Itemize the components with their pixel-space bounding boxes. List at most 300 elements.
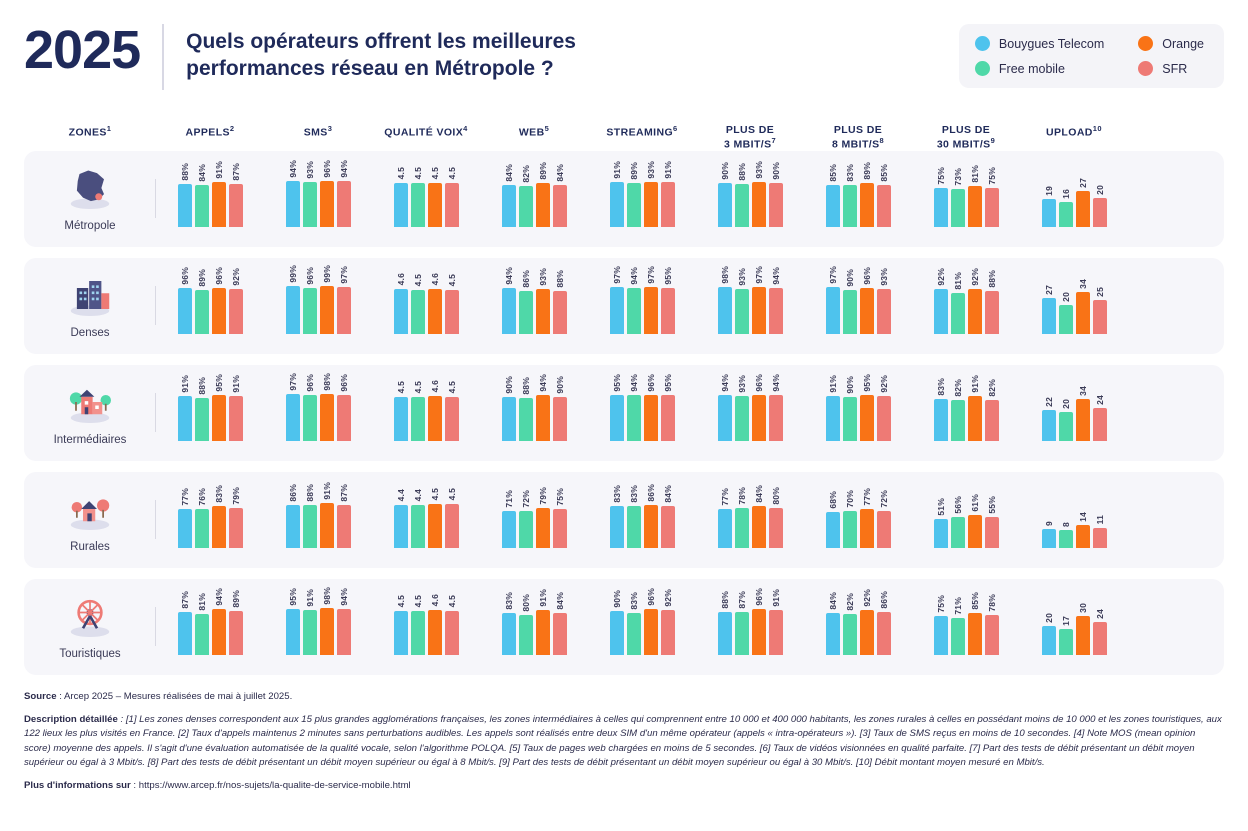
bar-item xyxy=(877,490,891,548)
metric-cell xyxy=(696,151,804,247)
bar-item xyxy=(951,496,965,548)
bar-item xyxy=(286,373,300,441)
bar xyxy=(843,511,857,548)
bar-item xyxy=(536,589,550,655)
metric-cell xyxy=(588,258,696,354)
bar-value-label: 72% xyxy=(520,489,531,508)
bar-value-label: 88% xyxy=(986,269,997,288)
bar-item xyxy=(826,592,840,655)
zone-cell xyxy=(24,272,156,339)
bar-item xyxy=(303,374,317,441)
bar-item xyxy=(951,272,965,334)
bar-item xyxy=(735,375,749,441)
bar xyxy=(968,515,982,548)
description-text: : [1] Les zones denses correspondent aux 15 plus grandes agglomérations françaises, les zones intermédiaires à celles qui comprennent entre 10 000 et 400 000 habitants, les zones rurales à celles en possédant moins de 10 000 et les zones touristiques, aux 122 lieux les plus visités en France. [2] Taux d'appels maintenus 2 minutes sans perturbations audibles. Les appels sont réalisés entre deux SIM d'un même opérateur (appels « intra-opérateurs »). [3] Taux de SMS reçus en moins de 10 secondes. [4] Note MOS (mean opinion score) moyenne des appels. Il s'agit d'une évaluation automatisée de la qualité vocale, selon l'algorithme POLQA. [5] Taux de pages web chargées en moins de 5 secondes. [6] Taux de vidéos visionnées en qualité parfaite. [7] Part des tests de débit présentant un débit moyen supérieur ou égal à 3 Mbit/s. [8] Part des tests de débit présentant un débit moyen supérieur ou égal à 8 Mbit/s. [9] Part des tests de débit présentant un débit moyen supérieur ou égal à 30 Mbit/s. [10] Débit montant moyen mesuré en Mbit/s. xyxy=(24,713,1222,769)
bar-value-label: 80% xyxy=(770,486,781,505)
bar-value-label: 83% xyxy=(628,484,639,503)
bar-value-label: 34 xyxy=(1077,278,1088,289)
bar-item xyxy=(553,488,567,548)
bar xyxy=(320,394,334,441)
bar xyxy=(752,182,766,227)
zone-label: Denses xyxy=(70,327,110,339)
bar-group xyxy=(912,592,1020,655)
bar xyxy=(394,289,408,334)
bar-group xyxy=(696,374,804,441)
bar-item xyxy=(752,266,766,334)
bar-value-label: 95% xyxy=(861,373,872,392)
bar xyxy=(627,183,641,227)
bar-item xyxy=(337,374,351,441)
bar-value-label: 22 xyxy=(1043,396,1054,407)
metric-cell xyxy=(588,472,696,568)
bar xyxy=(843,185,857,227)
bar-value-label: 93% xyxy=(537,267,548,286)
bar xyxy=(519,398,533,441)
bar-value-label: 76% xyxy=(196,487,207,506)
bar-value-label: 77% xyxy=(179,487,190,506)
bar xyxy=(229,396,243,441)
bar-item xyxy=(195,488,209,548)
bar-value-label: 14 xyxy=(1077,511,1088,522)
bar-item xyxy=(1042,521,1056,548)
metric-cell xyxy=(804,579,912,675)
bar-value-label: 96% xyxy=(861,266,872,285)
bar xyxy=(428,396,442,441)
bar-value-label: 82% xyxy=(986,378,997,397)
bar-item xyxy=(337,484,351,548)
bar-item xyxy=(968,268,982,334)
bar xyxy=(951,618,965,655)
bar-item xyxy=(826,266,840,334)
bar-value-label: 19 xyxy=(1043,185,1054,196)
bar-item xyxy=(951,597,965,655)
bar-item xyxy=(752,374,766,441)
bar xyxy=(951,400,965,441)
bar-value-label: 4.5 xyxy=(395,167,406,180)
column-headers xyxy=(0,118,1248,151)
bar-group xyxy=(156,267,264,334)
zone-label: Métropole xyxy=(64,220,116,232)
bar xyxy=(1042,199,1056,227)
footnote-marker: 7 xyxy=(771,136,777,145)
town-houses-icon xyxy=(62,379,118,430)
bar-item xyxy=(428,167,442,226)
bar xyxy=(502,613,516,655)
bar-value-label: 4.6 xyxy=(395,273,406,286)
column-header-zones: ZONES$^1$ xyxy=(68,124,112,139)
bar-value-label: 80% xyxy=(520,593,531,612)
bar-item xyxy=(1076,386,1090,441)
bar-item xyxy=(320,482,334,548)
bar xyxy=(411,611,425,655)
bar-value-label: 94% xyxy=(628,373,639,392)
bar-group xyxy=(912,165,1020,227)
city-buildings-icon xyxy=(62,272,118,323)
bar-item xyxy=(877,375,891,441)
bar-item xyxy=(1059,616,1073,655)
bar-value-label: 91% xyxy=(537,588,548,607)
metric-cell xyxy=(480,365,588,461)
bar-item xyxy=(411,167,425,226)
bar-value-label: 94% xyxy=(770,266,781,285)
bar-item xyxy=(661,161,675,227)
bar xyxy=(320,286,334,334)
bar-item xyxy=(445,167,459,226)
bar xyxy=(627,395,641,441)
bar xyxy=(735,184,749,227)
metric-cell xyxy=(588,151,696,247)
bar xyxy=(1093,198,1107,227)
bar-item xyxy=(877,164,891,227)
metric-cell xyxy=(696,472,804,568)
bar-value-label: 91% xyxy=(611,160,622,179)
bar-value-label: 91% xyxy=(662,160,673,179)
bar xyxy=(661,182,675,227)
bar-item xyxy=(860,589,874,655)
bar-item xyxy=(752,588,766,655)
bar-group xyxy=(480,374,588,441)
bar-value-label: 70% xyxy=(844,489,855,508)
bar-value-label: 27 xyxy=(1077,177,1088,188)
bar xyxy=(428,610,442,655)
bar-value-label: 20 xyxy=(1043,612,1054,623)
metric-cell xyxy=(156,579,264,675)
bar-item xyxy=(968,165,982,227)
bar-value-label: 84% xyxy=(662,484,673,503)
chart-rows xyxy=(0,151,1248,675)
bar-value-label: 89% xyxy=(196,268,207,287)
footnote-marker: 8 xyxy=(879,136,885,145)
legend-color-dot-icon xyxy=(975,36,990,51)
bar-item xyxy=(428,488,442,547)
bar-value-label: 91% xyxy=(213,160,224,179)
bar-value-label: 89% xyxy=(628,161,639,180)
metric-cell xyxy=(588,579,696,675)
bar-value-label: 71% xyxy=(503,489,514,508)
metric-cell xyxy=(372,365,480,461)
bar-value-label: 4.4 xyxy=(395,489,406,502)
column-header-metric-5: STREAMING$^6$ xyxy=(606,124,678,139)
bar-item xyxy=(860,374,874,441)
bar-item xyxy=(1076,279,1090,334)
footnote-marker: 5 xyxy=(544,124,550,133)
bar xyxy=(502,288,516,334)
bar-item xyxy=(195,593,209,655)
bar xyxy=(337,505,351,548)
bar xyxy=(178,288,192,334)
bar-item xyxy=(627,374,641,441)
bar xyxy=(502,511,516,548)
bar xyxy=(178,612,192,655)
bar-value-label: 71% xyxy=(952,596,963,615)
bar-item xyxy=(394,167,408,226)
bar-value-label: 97% xyxy=(611,265,622,284)
bar-item xyxy=(985,270,999,334)
bar-item xyxy=(769,162,783,227)
france-map-icon xyxy=(62,165,118,216)
bar-item xyxy=(337,266,351,334)
zone-label: Touristiques xyxy=(59,648,121,660)
bar-group xyxy=(480,589,588,655)
bar-item xyxy=(212,374,226,441)
metric-cell xyxy=(156,472,264,568)
bar-value-label: 89% xyxy=(230,589,241,608)
bar-item xyxy=(229,375,243,441)
bar-value-label: 68% xyxy=(827,490,838,509)
bar-value-label: 75% xyxy=(935,166,946,185)
bar-item xyxy=(519,594,533,655)
bar xyxy=(951,189,965,227)
bar-value-label: 92% xyxy=(861,588,872,607)
bar xyxy=(769,610,783,655)
bar xyxy=(286,505,300,548)
legend-color-dot-icon xyxy=(975,61,990,76)
bar-item xyxy=(951,379,965,441)
bar-value-label: 96% xyxy=(304,373,315,392)
bar-group xyxy=(156,374,264,441)
bar-item xyxy=(428,380,442,440)
bar-value-label: 4.5 xyxy=(429,488,440,501)
legend-label: Orange xyxy=(1162,36,1204,51)
bar-value-label: 91% xyxy=(321,481,332,500)
bar-item xyxy=(610,485,624,548)
bar-value-label: 84% xyxy=(827,591,838,610)
bar-value-label: 17 xyxy=(1060,615,1071,626)
bar-item xyxy=(718,591,732,655)
bar-item xyxy=(411,489,425,547)
bar xyxy=(752,287,766,334)
bar xyxy=(627,288,641,334)
bar-item xyxy=(826,164,840,227)
metric-cell xyxy=(264,579,372,675)
bar xyxy=(195,509,209,548)
bar-value-label: 91% xyxy=(827,374,838,393)
bar-value-label: 93% xyxy=(645,160,656,179)
bar-group xyxy=(912,268,1020,334)
bar-value-label: 97% xyxy=(753,265,764,284)
bar-value-label: 88% xyxy=(736,162,747,181)
bar-group xyxy=(156,485,264,548)
bar xyxy=(502,185,516,227)
bar-value-label: 77% xyxy=(719,487,730,506)
bar-value-label: 75% xyxy=(554,487,565,506)
metric-cell xyxy=(372,579,480,675)
metric-cell xyxy=(1020,579,1128,675)
bar-item xyxy=(553,592,567,655)
bar xyxy=(826,512,840,548)
bar-item xyxy=(502,592,516,655)
bar-value-label: 79% xyxy=(537,486,548,505)
bar-item xyxy=(428,594,442,654)
bar-value-label: 4.6 xyxy=(429,594,440,607)
bar-group xyxy=(480,162,588,227)
bar xyxy=(1093,528,1107,548)
bar-item xyxy=(178,488,192,548)
bar xyxy=(445,504,459,548)
ferris-wheel-icon xyxy=(62,593,118,644)
legend-item xyxy=(975,61,1104,76)
bar-item xyxy=(752,485,766,548)
bar-item xyxy=(519,165,533,227)
bar-value-label: 92% xyxy=(935,267,946,286)
metric-cell xyxy=(1020,472,1128,568)
bar-value-label: 94% xyxy=(213,587,224,606)
bar-group xyxy=(372,380,480,440)
arcep-link[interactable]: https://www.arcep.fr/nos-sujets/la-qualite-de-service-mobile.html xyxy=(138,780,411,792)
metric-cell xyxy=(480,472,588,568)
more-label: Plus d'informations sur xyxy=(24,780,131,792)
bar-item xyxy=(718,374,732,441)
bar-value-label: 4.5 xyxy=(395,381,406,394)
bar-value-label: 88% xyxy=(719,590,730,609)
bar-value-label: 8 xyxy=(1060,521,1071,527)
bar-value-label: 84% xyxy=(554,163,565,182)
source-line xyxy=(24,690,1224,704)
bar-value-label: 72% xyxy=(878,489,889,508)
bar xyxy=(644,395,658,441)
bar-value-label: 94% xyxy=(338,587,349,606)
bar-item xyxy=(394,489,408,547)
bar-value-label: 4.5 xyxy=(446,274,457,287)
bar-value-label: 93% xyxy=(878,267,889,286)
bar xyxy=(303,505,317,548)
bar xyxy=(826,185,840,227)
zone-cell xyxy=(24,486,156,553)
bar xyxy=(1093,408,1107,441)
bar-value-label: 94% xyxy=(628,266,639,285)
bar-item xyxy=(229,268,243,334)
bar-item xyxy=(1059,292,1073,334)
bar-item xyxy=(661,267,675,334)
bar xyxy=(178,396,192,441)
zone-cell xyxy=(24,165,156,232)
bar xyxy=(843,397,857,441)
countryside-icon xyxy=(62,486,118,537)
bar-group xyxy=(1020,512,1128,548)
bar-item xyxy=(502,164,516,227)
zone-cell xyxy=(24,593,156,660)
bar-item xyxy=(445,274,459,333)
bar xyxy=(627,613,641,655)
bar-group xyxy=(912,375,1020,441)
bar-item xyxy=(394,273,408,333)
bar-item xyxy=(860,162,874,227)
metric-cell xyxy=(804,151,912,247)
bar-value-label: 97% xyxy=(338,265,349,284)
bar xyxy=(769,508,783,548)
bar-group xyxy=(1020,178,1128,227)
bar-value-label: 4.5 xyxy=(446,595,457,608)
bar xyxy=(1059,412,1073,441)
bar xyxy=(752,609,766,655)
bar-value-label: 94% xyxy=(338,159,349,178)
bar-group xyxy=(264,160,372,227)
bar xyxy=(428,504,442,548)
bar xyxy=(229,184,243,227)
bar-value-label: 85% xyxy=(827,163,838,182)
metric-cell xyxy=(264,365,372,461)
bar xyxy=(735,396,749,441)
bar-item xyxy=(553,376,567,441)
bar xyxy=(303,288,317,334)
bar-group xyxy=(372,488,480,547)
bar xyxy=(951,293,965,334)
bar-value-label: 4.5 xyxy=(412,595,423,608)
bar xyxy=(985,517,999,548)
bar xyxy=(337,287,351,334)
bar xyxy=(985,291,999,334)
bar xyxy=(627,506,641,548)
bar-item xyxy=(951,168,965,227)
bar-value-label: 27 xyxy=(1043,284,1054,295)
bar-group xyxy=(588,588,696,655)
bar-value-label: 83% xyxy=(628,591,639,610)
bar-group xyxy=(696,266,804,334)
bar xyxy=(843,290,857,334)
bar xyxy=(877,396,891,441)
metric-cell xyxy=(804,365,912,461)
bar-value-label: 81% xyxy=(952,271,963,290)
legend-color-dot-icon xyxy=(1138,36,1153,51)
bar xyxy=(1093,300,1107,334)
description-label: Description détaillée xyxy=(24,713,118,725)
bar-value-label: 92% xyxy=(969,267,980,286)
bar xyxy=(661,506,675,548)
bar-item xyxy=(826,375,840,441)
bar-item xyxy=(627,267,641,334)
bar-item xyxy=(1076,512,1090,548)
bar xyxy=(877,185,891,227)
bar-value-label: 78% xyxy=(736,486,747,505)
bar-item xyxy=(843,164,857,227)
bar-value-label: 56% xyxy=(952,495,963,514)
bar-item xyxy=(735,591,749,655)
bar-value-label: 87% xyxy=(338,483,349,502)
bar-item xyxy=(843,269,857,334)
metric-cell xyxy=(912,579,1020,675)
bar-value-label: 4.5 xyxy=(395,595,406,608)
bar-group xyxy=(372,167,480,226)
metric-cell xyxy=(156,258,264,354)
bar-value-label: 92% xyxy=(662,588,673,607)
bar-group xyxy=(804,374,912,441)
bar-item xyxy=(303,161,317,227)
bar-value-label: 87% xyxy=(736,590,747,609)
bar-item xyxy=(411,595,425,654)
bar xyxy=(860,509,874,548)
bar xyxy=(968,186,982,227)
bar-item xyxy=(411,274,425,333)
bar-item xyxy=(968,375,982,441)
bar-value-label: 93% xyxy=(736,374,747,393)
bar-item xyxy=(195,377,209,441)
bar xyxy=(428,289,442,334)
bar-group xyxy=(804,589,912,655)
bar-item xyxy=(627,162,641,227)
bar-item xyxy=(627,485,641,548)
bar xyxy=(286,181,300,227)
bar xyxy=(553,509,567,548)
footnote-marker: 4 xyxy=(463,124,468,133)
bar-item xyxy=(178,375,192,441)
bar xyxy=(229,508,243,548)
bar-item xyxy=(212,161,226,227)
bar xyxy=(934,399,948,441)
bar-item xyxy=(627,592,641,655)
bar xyxy=(877,289,891,334)
legend-item xyxy=(975,36,1104,51)
bar-group xyxy=(264,482,372,548)
